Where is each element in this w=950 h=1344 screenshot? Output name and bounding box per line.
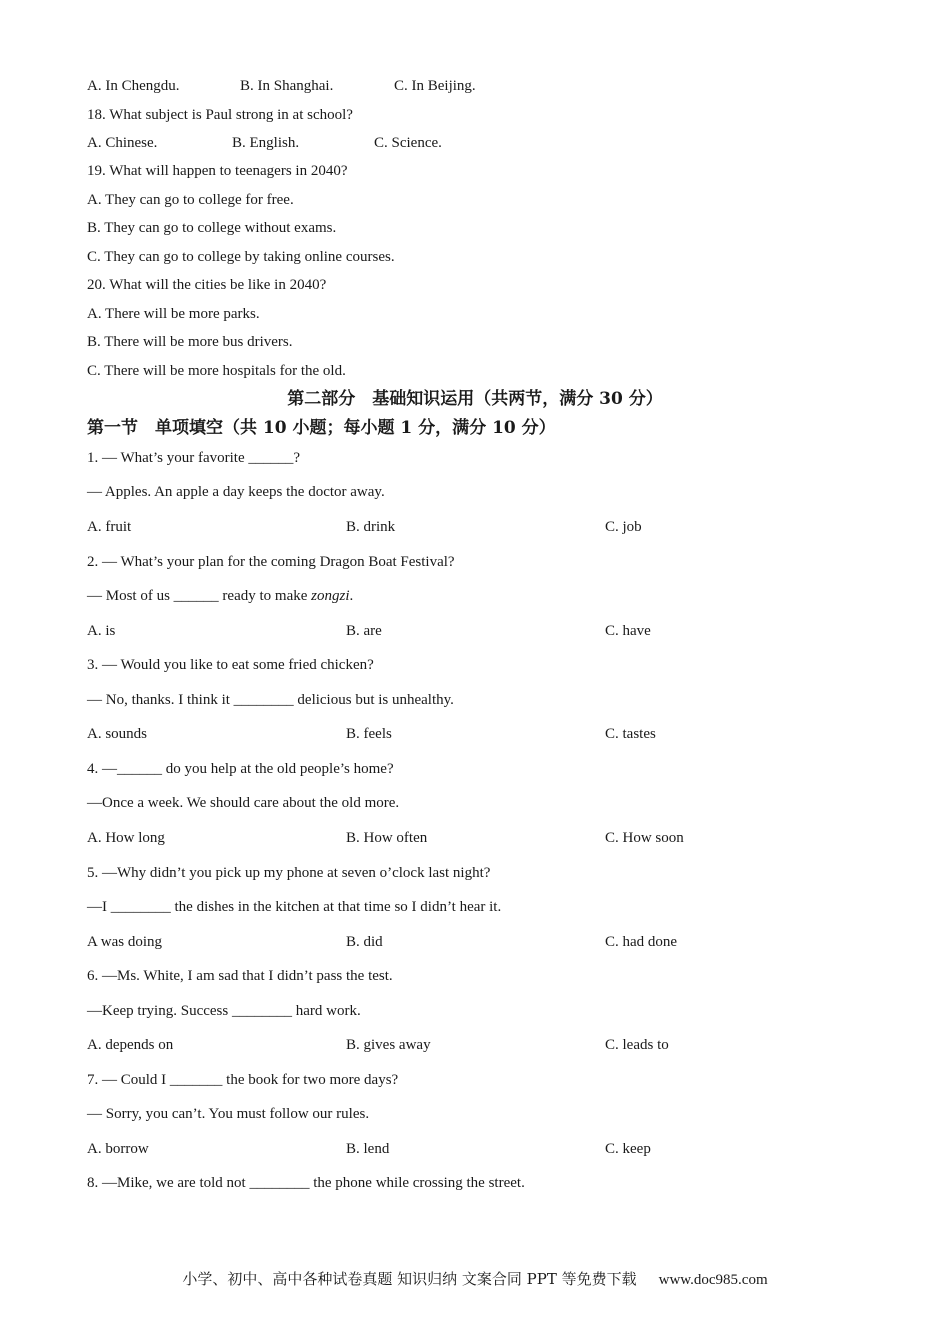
- mc-q7-answer: — Sorry, you can’t. You must follow our rules.: [87, 1106, 370, 1122]
- mc-q2-option-c: C. have: [605, 623, 651, 639]
- mc-q2-answer-italic: zongzi: [311, 588, 350, 604]
- q17-option-c: C. In Beijing.: [394, 78, 476, 94]
- q20-option-b: B. There will be more bus drivers.: [87, 334, 293, 350]
- mc-q5-answer: —I ________ the dishes in the kitchen at that time so I didn’t hear it.: [87, 899, 502, 915]
- q20-option-a: A. There will be more parks.: [87, 306, 260, 322]
- mc-q3-option-a: A. sounds: [87, 726, 148, 742]
- mc-q4-option-c: C. How soon: [605, 830, 684, 846]
- part2-title: 第二部分 基础知识运用（共两节，满分 30 分）: [287, 389, 663, 409]
- mc-q1-answer: — Apples. An apple a day keeps the doctor away.: [87, 484, 385, 500]
- mc-q2-question: 2. — What’s your plan for the coming Dragon Boat Festival?: [87, 554, 455, 570]
- mc-q5-option-a: A was doing: [87, 934, 162, 950]
- mc-q5-question: 5. —Why didn’t you pick up my phone at seven o’clock last night?: [87, 865, 491, 881]
- q20-question: 20. What will the cities be like in 2040?: [87, 277, 327, 293]
- mc-q4-answer: —Once a week. We should care about the old more.: [87, 795, 400, 811]
- q18-question: 18. What subject is Paul strong in at school?: [87, 107, 353, 123]
- mc-q3-question: 3. — Would you like to eat some fried chicken?: [87, 657, 374, 673]
- q18-option-c: C. Science.: [374, 135, 442, 151]
- mc-q4-option-a: A. How long: [87, 830, 165, 846]
- q20-option-c: C. There will be more hospitals for the old.: [87, 363, 346, 379]
- q19-option-b: B. They can go to college without exams.: [87, 220, 337, 236]
- mc-q4-option-b: B. How often: [346, 830, 428, 846]
- mc-q3-option-c: C. tastes: [605, 726, 656, 742]
- mc-q1-option-c: C. job: [605, 519, 642, 535]
- footer-site-link[interactable]: www.doc985.com: [658, 1272, 768, 1288]
- mc-q6-option-b: B. gives away: [346, 1037, 431, 1053]
- mc-q8-question: 8. —Mike, we are told not ________ the phone while crossing the street.: [87, 1175, 525, 1191]
- q19-option-a: A. They can go to college for free.: [87, 192, 294, 208]
- mc-q6-question: 6. —Ms. White, I am sad that I didn’t pass the test.: [87, 968, 393, 984]
- mc-q7-option-c: C. keep: [605, 1141, 651, 1157]
- q18-option-b: B. English.: [232, 135, 300, 151]
- footer-text: 小学、初中、高中各种试卷真题 知识归纳 文案合同 PPT 等免费下载: [182, 1270, 637, 1288]
- section1-title: 第一节 单项填空（共 10 小题；每小题 1 分，满分 10 分）: [87, 418, 556, 438]
- mc-q2-answer-pre: — Most of us ______ ready to make: [87, 588, 312, 604]
- mc-q2-answer-post: .: [349, 588, 354, 604]
- q19-question: 19. What will happen to teenagers in 2040?: [87, 163, 348, 179]
- mc-q7-option-a: A. borrow: [87, 1141, 149, 1157]
- mc-q6-option-c: C. leads to: [605, 1037, 669, 1053]
- mc-q6-option-a: A. depends on: [87, 1037, 174, 1053]
- mc-q5-option-b: B. did: [346, 934, 383, 950]
- q19-option-c: C. They can go to college by taking online courses.: [87, 249, 395, 265]
- q17-option-a: A. In Chengdu.: [87, 78, 180, 94]
- mc-q3-option-b: B. feels: [346, 726, 392, 742]
- mc-q6-answer: —Keep trying. Success ________ hard work.: [87, 1003, 361, 1019]
- mc-q1-option-b: B. drink: [346, 519, 396, 535]
- mc-q4-question: 4. —______ do you help at the old people’s home?: [87, 761, 394, 777]
- mc-q2-option-b: B. are: [346, 623, 382, 639]
- q18-option-a: A. Chinese.: [87, 135, 158, 151]
- page-footer: [0, 1270, 950, 1289]
- mc-q7-option-b: B. lend: [346, 1141, 390, 1157]
- mc-q2-answer: [87, 587, 353, 605]
- mc-q7-question: 7. — Could I _______ the book for two more days?: [87, 1072, 399, 1088]
- mc-q1-option-a: A. fruit: [87, 519, 132, 535]
- mc-q5-option-c: C. had done: [605, 934, 678, 950]
- mc-q1-question: 1. — What’s your favorite ______?: [87, 450, 301, 466]
- mc-q2-option-a: A. is: [87, 623, 116, 639]
- q17-option-b: B. In Shanghai.: [240, 78, 334, 94]
- mc-q3-answer: — No, thanks. I think it ________ delicious but is unhealthy.: [87, 692, 454, 708]
